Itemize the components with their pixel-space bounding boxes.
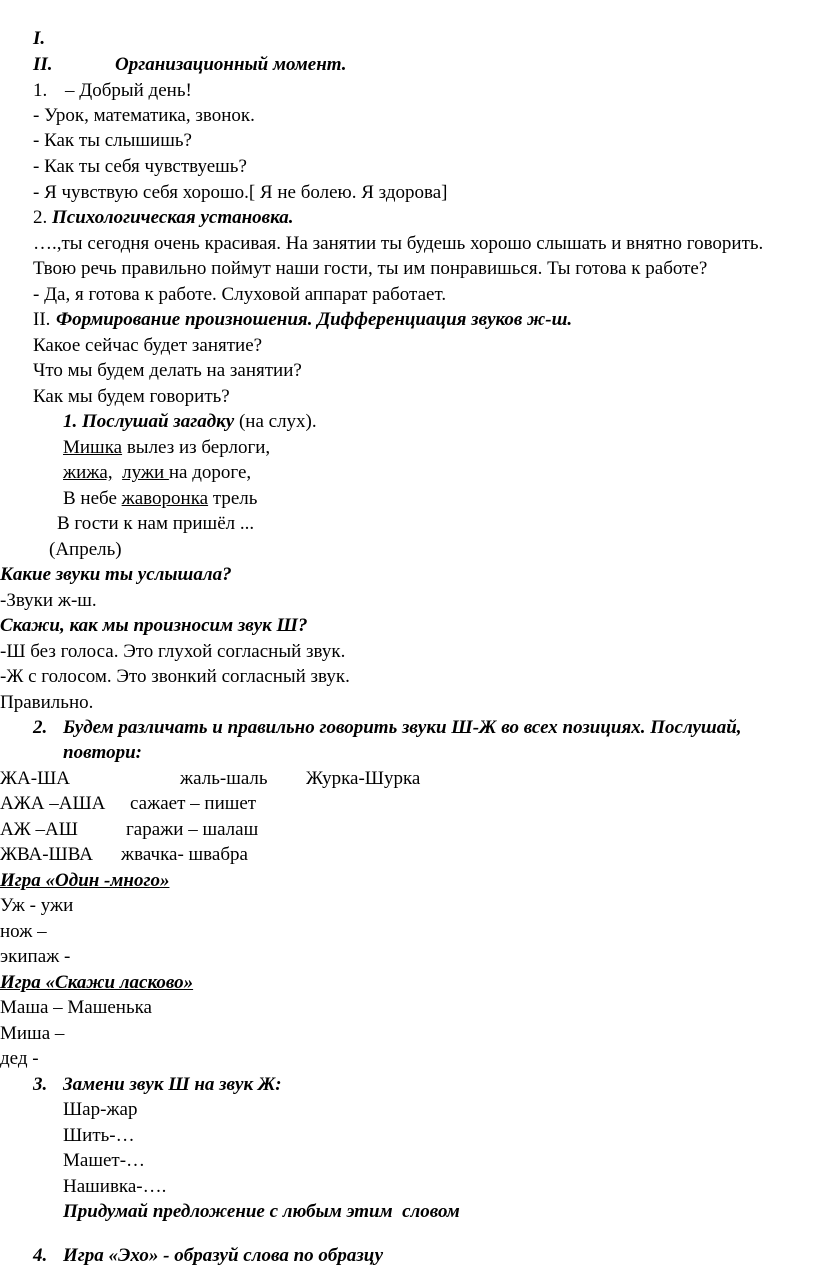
- question-line: Какое сейчас будет занятие?: [33, 335, 263, 356]
- pair-col-b: жвачка- швабра: [121, 844, 248, 865]
- item-number: 2.: [33, 207, 48, 228]
- underlined-word: Мишка: [63, 437, 123, 458]
- game-line: экипаж -: [0, 946, 71, 967]
- roman-numeral-1: I.: [33, 28, 46, 49]
- task-number: 4.: [33, 1245, 48, 1266]
- text-line: - Да, я готова к работе. Слуховой аппарат работает.: [33, 284, 447, 305]
- pair-col-b: жаль-шаль: [180, 768, 268, 789]
- correct-line: Правильно.: [0, 692, 94, 713]
- game-line: Миша –: [0, 1023, 65, 1044]
- riddle-note: (на слух).: [234, 411, 317, 432]
- underlined-word: жижа,: [63, 462, 113, 483]
- pronunciation-heading: Формирование произношения. Дифференциация звуков ж-ш.: [56, 309, 573, 330]
- game-line: Маша – Машенька: [0, 997, 152, 1018]
- riddle-text: на дороге,: [168, 462, 252, 483]
- pair-col-a: АЖ –АШ: [0, 819, 78, 840]
- answer-zh: -Ж с голосом. Это звонкий согласный звук.: [0, 666, 350, 687]
- text-line: ….,ты сегодня очень красивая. На занятии ты будешь хорошо слышать и внятно говорить.: [33, 233, 764, 254]
- riddle-text: трель: [208, 488, 258, 509]
- game-one-many-heading: Игра «Один -много»: [0, 870, 170, 891]
- riddle-answer: (Апрель): [49, 539, 122, 560]
- task2-heading: Будем различать и правильно говорить звуки Ш-Ж во всех позициях. Послушай,: [63, 717, 742, 738]
- pair-col-a: ЖА-ША: [0, 768, 70, 789]
- answer-sounds: -Звуки ж-ш.: [0, 590, 97, 611]
- task4-heading: Игра «Эхо» - образуй слова по образцу: [63, 1245, 384, 1266]
- riddle-text: В небе: [63, 488, 122, 509]
- word-line: Шар-жар: [63, 1099, 138, 1120]
- task-number: 3.: [33, 1074, 48, 1095]
- riddle-line-2: [63, 461, 251, 485]
- task3-heading: Замени звук Ш на звук Ж:: [63, 1074, 282, 1095]
- question-pronounce: Скажи, как мы произносим звук Ш?: [0, 615, 308, 636]
- question-line: Как мы будем говорить?: [33, 386, 230, 407]
- task2-heading-cont: повтори:: [63, 742, 142, 763]
- roman-numeral-2: II.: [33, 54, 53, 75]
- text-line: Твою речь правильно поймут наши гости, ты им понравишься. Ты готова к работе?: [33, 258, 708, 279]
- org-moment-heading: Организационный момент.: [115, 54, 347, 75]
- section-number: II.: [33, 309, 51, 330]
- game-affection-heading: Игра «Скажи ласково»: [0, 972, 194, 993]
- question-sounds: Какие звуки ты услышала?: [0, 564, 232, 585]
- game-line: нож –: [0, 921, 47, 942]
- task-number: 2.: [33, 717, 48, 738]
- sentence-task: Придумай предложение с любым этим словом: [63, 1201, 460, 1222]
- riddle-line-4: В гости к нам пришёл ...: [57, 513, 255, 534]
- text-line: - Как ты себя чувствуешь?: [33, 156, 247, 177]
- riddle-heading-line: [63, 410, 317, 434]
- pair-col-b: гаражи – шалаш: [126, 819, 259, 840]
- pair-col-b: сажает – пишет: [130, 793, 257, 814]
- psych-setup-heading: Психологическая установка.: [52, 207, 294, 228]
- game-line: Уж - ужи: [0, 895, 74, 916]
- text-line: - Как ты слышишь?: [33, 130, 192, 151]
- pair-col-c: Журка-Шурка: [306, 768, 421, 789]
- pair-col-a: АЖА –АША: [0, 793, 106, 814]
- answer-sh: -Ш без голоса. Это глухой согласный звук.: [0, 641, 346, 662]
- text-line: - Урок, математика, звонок.: [33, 105, 255, 126]
- riddle-line-3: [63, 487, 257, 511]
- riddle-text: вылез из берлоги,: [122, 437, 271, 458]
- text-line: - Я чувствую себя хорошо.[ Я не болею. Я здорова]: [33, 182, 448, 203]
- question-line: Что мы будем делать на занятии?: [33, 360, 302, 381]
- word-line: Машет-…: [63, 1150, 146, 1171]
- underlined-word: лужи: [122, 462, 169, 483]
- word-line: Шить-…: [63, 1125, 135, 1146]
- item-number: 1.: [33, 80, 48, 101]
- riddle-heading: 1. Послушай загадку: [63, 411, 235, 432]
- riddle-line-1: [63, 436, 270, 460]
- greeting-line: – Добрый день!: [65, 80, 192, 101]
- pair-col-a: ЖВА-ШВА: [0, 844, 93, 865]
- underlined-word: жаворонка: [121, 488, 209, 509]
- game-line: дед -: [0, 1048, 39, 1069]
- word-line: Нашивка-….: [63, 1176, 167, 1197]
